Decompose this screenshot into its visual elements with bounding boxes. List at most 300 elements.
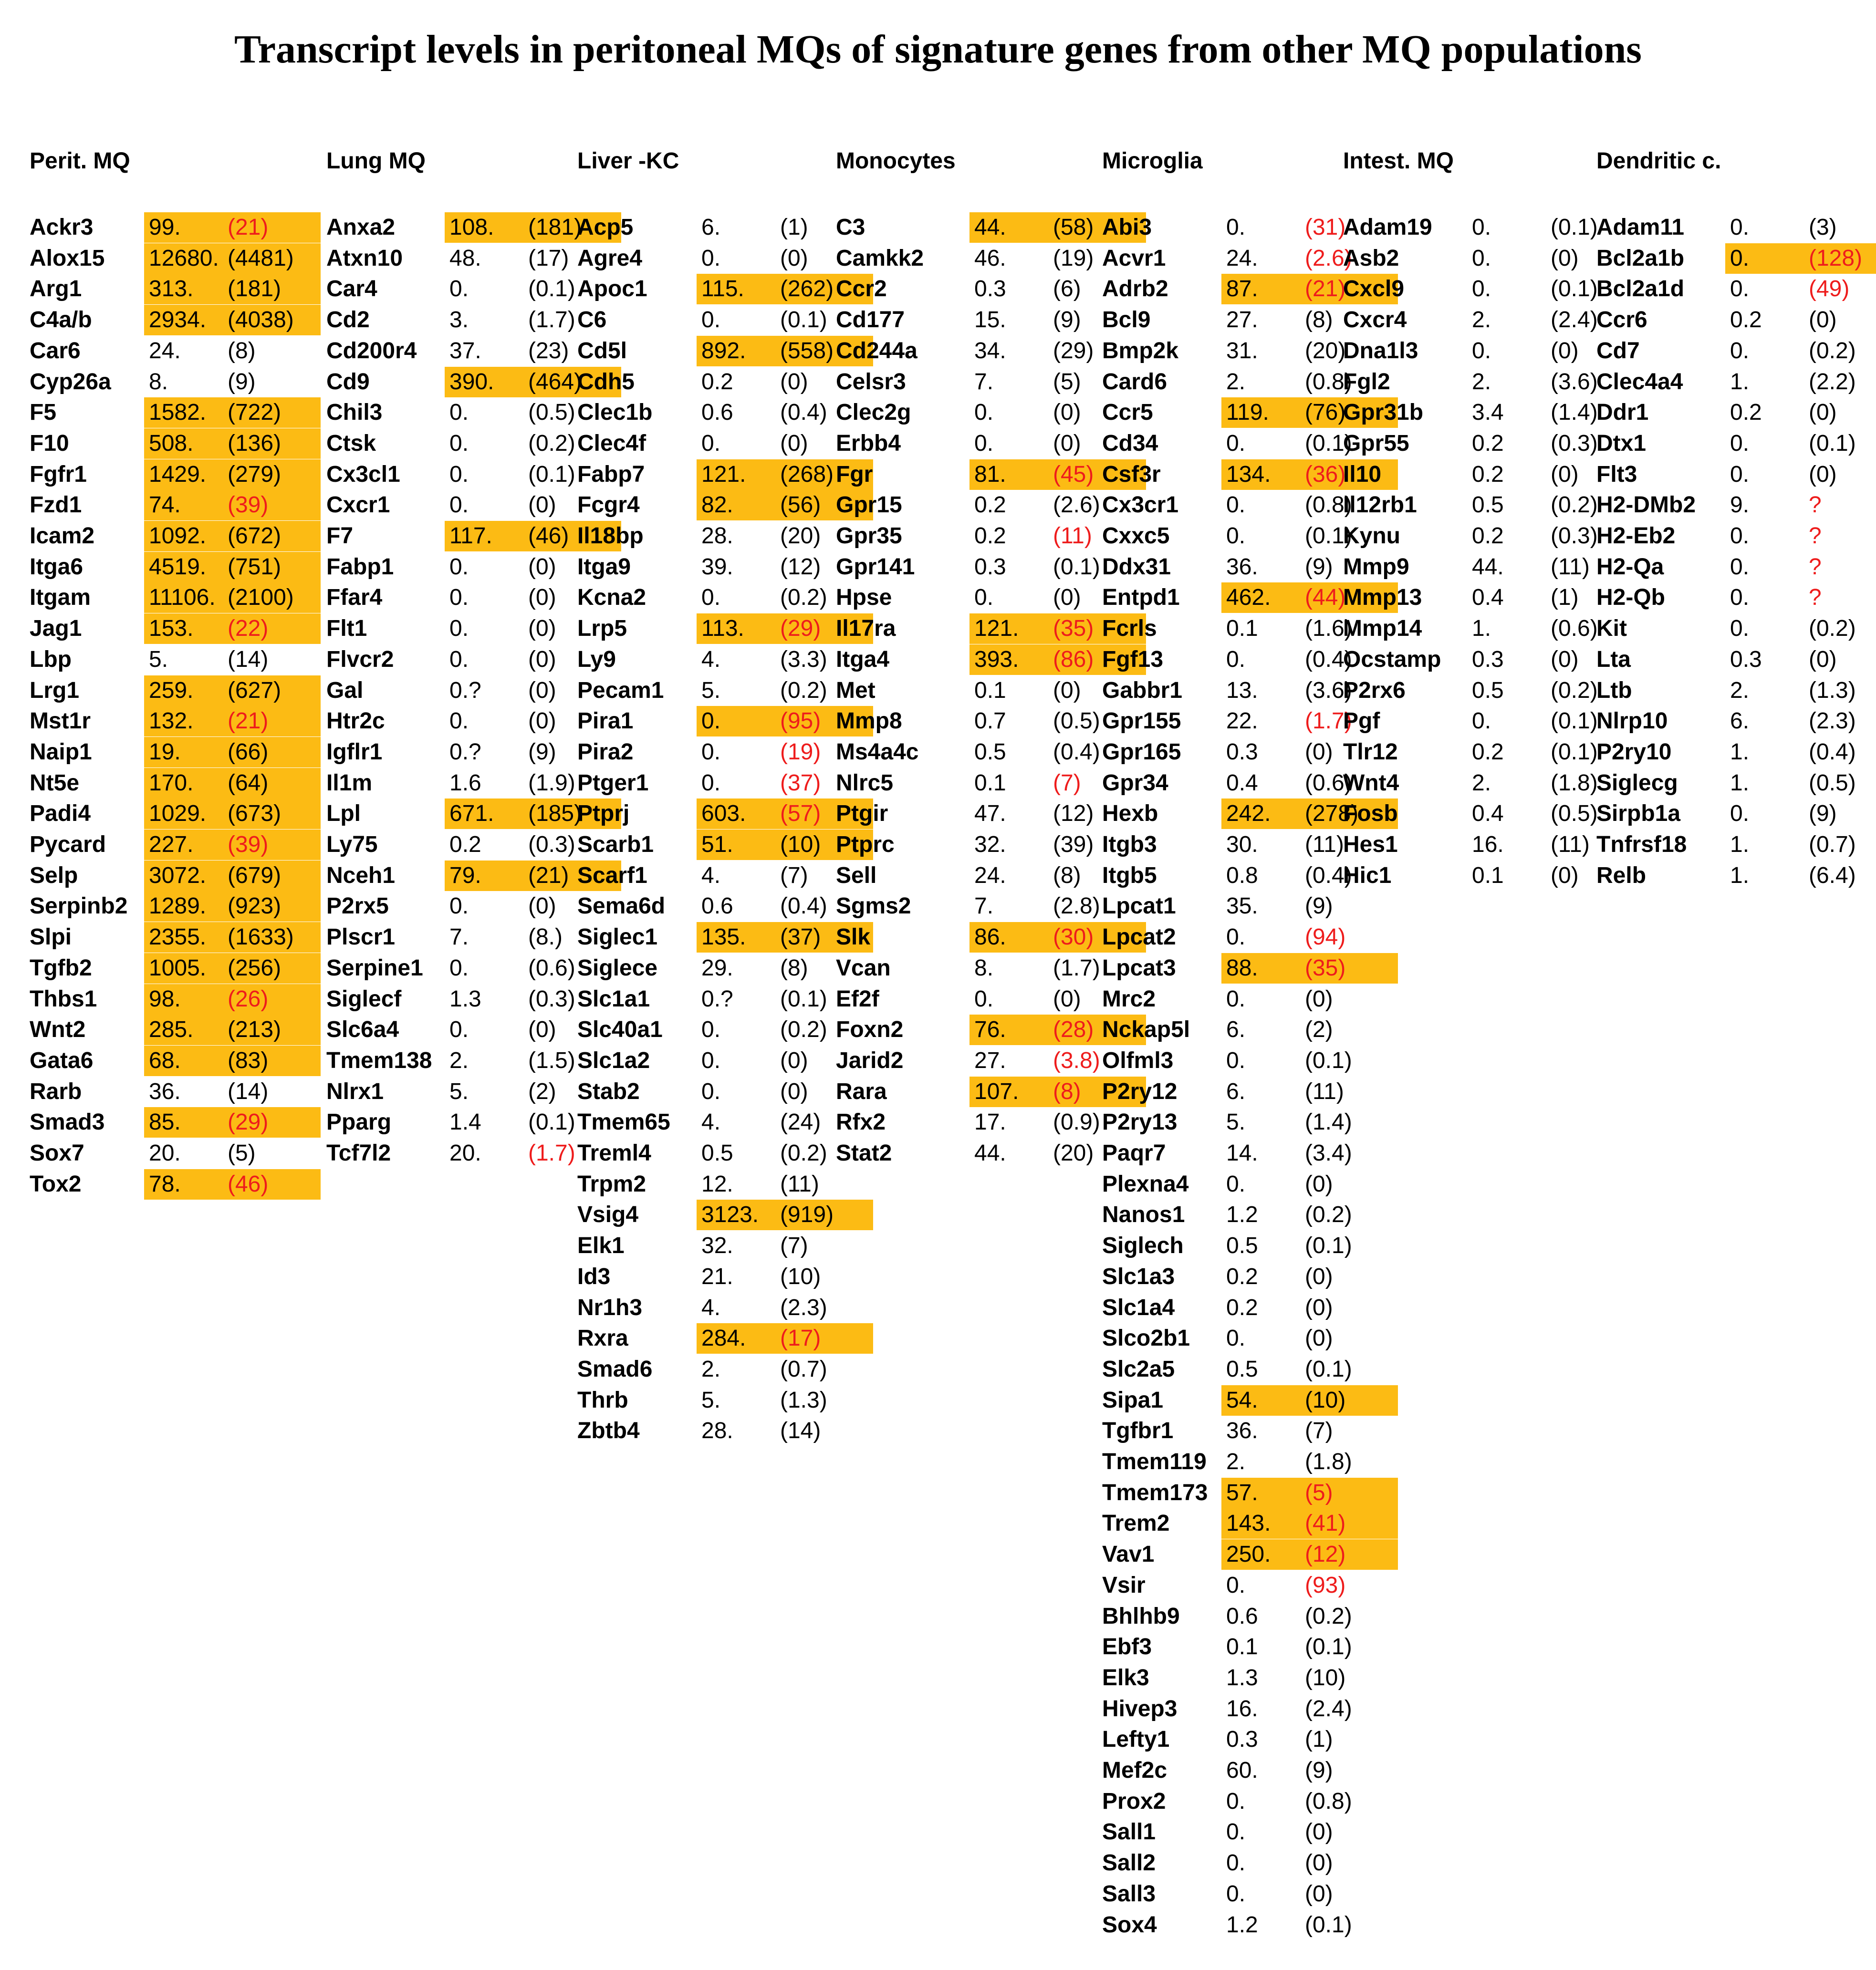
gene-name: Scarf1 <box>577 862 647 888</box>
gene-name: Tlr12 <box>1343 739 1398 765</box>
gene-name: Ltb <box>1596 677 1632 703</box>
reference-value: (919) <box>780 1202 834 1228</box>
level-value: 76. <box>974 1017 1006 1043</box>
reference-value: (86) <box>1053 646 1094 672</box>
reference-value: (0.6) <box>528 955 575 981</box>
gene-name: Lpl <box>326 801 361 827</box>
reference-value: (14) <box>228 646 269 672</box>
reference-value: (128) <box>1809 245 1863 271</box>
gene-name: Prox2 <box>1102 1788 1166 1814</box>
value-cell <box>1725 367 1876 397</box>
gene-name: Mmp9 <box>1343 554 1409 580</box>
reference-value: (2.4) <box>1305 1696 1352 1721</box>
level-value: 22. <box>1226 708 1258 734</box>
reference-value: (0) <box>528 708 556 734</box>
highlighted-value-cell <box>144 552 321 582</box>
level-value: 0.6 <box>701 893 733 919</box>
reference-value: (0.6) <box>1551 616 1598 642</box>
reference-value: (0) <box>1053 677 1081 703</box>
reference-value: (0.1) <box>528 276 575 302</box>
gene-name: Trem2 <box>1102 1511 1170 1536</box>
reference-value: (2) <box>1305 1017 1333 1043</box>
reference-value: (0.1) <box>1305 430 1352 456</box>
reference-value: (3.6) <box>1305 677 1352 703</box>
reference-value: (0) <box>1809 307 1837 333</box>
reference-value: (10) <box>1305 1665 1346 1690</box>
reference-value: (2.2) <box>1809 369 1856 394</box>
level-value: 0. <box>449 616 469 642</box>
level-value: 0. <box>449 893 469 919</box>
gene-name: Serpine1 <box>326 955 423 981</box>
level-value: 44. <box>974 1141 1006 1166</box>
reference-value: (0) <box>1305 739 1333 765</box>
column-header: Microglia <box>1102 148 1203 174</box>
gene-name: Clec4a4 <box>1596 369 1683 394</box>
reference-value: (10) <box>780 832 821 857</box>
gene-name: Paqr7 <box>1102 1141 1166 1166</box>
gene-name: Mrc2 <box>1102 986 1156 1012</box>
reference-value: (37) <box>780 770 821 796</box>
reference-value: (7) <box>780 1233 808 1259</box>
level-value: 0.4 <box>1472 801 1504 827</box>
level-value: 68. <box>149 1047 181 1073</box>
level-value: 1.4 <box>449 1109 481 1135</box>
level-value: 4. <box>701 646 721 672</box>
gene-name: Gpr35 <box>836 523 902 549</box>
reference-value: (136) <box>228 430 281 456</box>
level-value: 0. <box>449 646 469 672</box>
highlighted-value-cell <box>144 212 321 243</box>
level-value: 0.2 <box>701 369 733 394</box>
reference-value: (1633) <box>228 924 294 950</box>
reference-value: (0.1) <box>1305 523 1352 549</box>
reference-value: (46) <box>528 523 569 549</box>
gene-name: Gpr15 <box>836 492 902 518</box>
reference-value: (24) <box>780 1109 821 1135</box>
level-value: 0.2 <box>449 832 481 857</box>
level-value: 0. <box>701 708 721 734</box>
reference-value: (6) <box>1053 276 1081 302</box>
reference-value: (1) <box>1305 1727 1333 1752</box>
level-value: 0.? <box>449 739 481 765</box>
value-cell <box>1221 1200 1398 1230</box>
gene-name: Arg1 <box>30 276 82 302</box>
reference-value: (0) <box>1305 1295 1333 1320</box>
level-value: 1.6 <box>449 770 481 796</box>
value-cell <box>697 1293 873 1323</box>
gene-name: Ptprc <box>836 832 895 857</box>
level-value: 284. <box>701 1326 746 1351</box>
level-value: 2. <box>1472 307 1491 333</box>
level-value: 2. <box>1730 677 1750 703</box>
value-cell <box>697 1231 873 1261</box>
gene-name: Fgr <box>836 461 873 487</box>
level-value: 7. <box>974 369 994 394</box>
level-value: 1.3 <box>449 986 481 1012</box>
level-value: 0. <box>974 430 994 456</box>
gene-name: Agre4 <box>577 245 643 271</box>
reference-value: (0.4) <box>780 893 827 919</box>
value-cell <box>1221 1416 1398 1446</box>
reference-value: ? <box>1809 492 1822 518</box>
reference-value: (2.6) <box>1053 492 1100 518</box>
level-value: 0. <box>1226 986 1246 1012</box>
highlighted-value-cell <box>144 798 321 829</box>
gene-name: Htr2c <box>326 708 385 734</box>
gene-name: Itgb5 <box>1102 862 1157 888</box>
level-value: 3. <box>449 307 469 333</box>
gene-name: P2rx5 <box>326 893 389 919</box>
level-value: 1. <box>1730 739 1750 765</box>
value-cell <box>1725 582 1876 613</box>
value-cell <box>1221 1724 1398 1755</box>
reference-value: (558) <box>780 338 834 363</box>
reference-value: (0.5) <box>1053 708 1100 734</box>
reference-value: (1.7) <box>1053 955 1100 981</box>
level-value: 1.2 <box>1226 1202 1258 1228</box>
reference-value: (0.1) <box>1551 708 1598 734</box>
gene-name: Tmem119 <box>1102 1449 1207 1474</box>
gene-name: Mmp14 <box>1343 616 1422 642</box>
level-value: 44. <box>1472 554 1504 580</box>
gene-name: P2ry10 <box>1596 739 1672 765</box>
gene-name: Siglecf <box>326 986 402 1012</box>
value-cell <box>1221 1817 1398 1847</box>
reference-value: (0) <box>780 1047 808 1073</box>
gene-name: Il17ra <box>836 616 896 642</box>
reference-value: (23) <box>528 338 569 363</box>
level-value: 1.3 <box>1226 1665 1258 1690</box>
reference-value: (0.5) <box>1809 770 1856 796</box>
level-value: 462. <box>1226 585 1271 611</box>
level-value: 0. <box>449 554 469 580</box>
gene-name: Pgf <box>1343 708 1380 734</box>
gene-name: Tmem173 <box>1102 1480 1208 1505</box>
level-value: 3123. <box>701 1202 759 1228</box>
gene-name: Wnt4 <box>1343 770 1399 796</box>
gene-name: Slc1a3 <box>1102 1264 1175 1289</box>
level-value: 24. <box>1226 245 1258 271</box>
gene-name: Rarb <box>30 1078 82 1104</box>
value-cell <box>1725 336 1876 366</box>
value-cell <box>1725 459 1876 490</box>
reference-value: (12) <box>1053 801 1094 827</box>
value-cell <box>1221 1293 1398 1323</box>
gene-name: Vsig4 <box>577 1202 639 1228</box>
value-cell <box>1221 1138 1398 1169</box>
reference-value: (0.1) <box>780 986 827 1012</box>
reference-value: (673) <box>228 801 281 827</box>
gene-name: Relb <box>1596 862 1647 888</box>
level-value: 0. <box>1226 924 1246 950</box>
level-value: 37. <box>449 338 481 363</box>
gene-name: Nr1h3 <box>577 1295 643 1320</box>
value-cell <box>1725 428 1876 459</box>
reference-value: (5) <box>228 1141 256 1166</box>
gene-name: Cx3cr1 <box>1102 492 1179 518</box>
reference-value: (0.1) <box>528 1109 575 1135</box>
gene-name: Kit <box>1596 616 1627 642</box>
highlighted-value-cell <box>144 613 321 644</box>
value-cell <box>144 367 321 397</box>
value-cell <box>144 644 321 675</box>
level-value: 0. <box>1226 1850 1246 1876</box>
gene-name: Bhlhb9 <box>1102 1603 1180 1629</box>
highlighted-value-cell <box>144 861 321 891</box>
reference-value: (0) <box>528 677 556 703</box>
value-cell <box>1221 1447 1398 1477</box>
reference-value: (0.1) <box>1551 739 1598 765</box>
reference-value: (12) <box>1305 1542 1346 1567</box>
gene-name: Hexb <box>1102 801 1158 827</box>
level-value: 39. <box>701 554 733 580</box>
reference-value: (1.6) <box>1305 616 1352 642</box>
reference-value: (1.7) <box>1305 708 1352 734</box>
reference-value: (0) <box>1053 400 1081 425</box>
gene-name: H2-Eb2 <box>1596 523 1676 549</box>
value-cell <box>144 1138 321 1169</box>
gene-name: Rxra <box>577 1326 628 1351</box>
reference-value: (0) <box>528 646 556 672</box>
gene-name: Bcl9 <box>1102 307 1151 333</box>
reference-value: (679) <box>228 862 281 888</box>
gene-name: Sirpb1a <box>1596 801 1681 827</box>
reference-value: (0.3) <box>1551 523 1598 549</box>
reference-value: (1.4) <box>1305 1109 1352 1135</box>
reference-value: (39) <box>1053 832 1094 857</box>
level-value: 8. <box>149 369 168 394</box>
gene-name: Cyp26a <box>30 369 111 394</box>
gene-name: Il12rb1 <box>1343 492 1417 518</box>
gene-name: Ackr3 <box>30 215 94 240</box>
gene-name: Car4 <box>326 276 377 302</box>
level-value: 2. <box>1472 770 1491 796</box>
gene-name: Lbp <box>30 646 72 672</box>
level-value: 0. <box>1730 430 1750 456</box>
gene-name: C3 <box>836 215 865 240</box>
level-value: 0. <box>1472 276 1491 302</box>
gene-name: Nceh1 <box>326 862 396 888</box>
gene-name: Fzd1 <box>30 492 82 518</box>
gene-name: Igflr1 <box>326 739 383 765</box>
reference-value: (0) <box>780 430 808 456</box>
level-value: 3072. <box>149 862 207 888</box>
gene-name: Smad3 <box>30 1109 105 1135</box>
reference-value: (0.1) <box>1809 430 1856 456</box>
level-value: 1.2 <box>1226 1912 1258 1938</box>
level-value: 24. <box>974 862 1006 888</box>
reference-value: (44) <box>1305 585 1346 611</box>
reference-value: (0) <box>780 1078 808 1104</box>
level-value: 79. <box>449 862 481 888</box>
gene-name: Fgfr1 <box>30 461 87 487</box>
level-value: 29. <box>701 955 733 981</box>
gene-name: Lrg1 <box>30 677 80 703</box>
reference-value: (11) <box>1551 832 1590 857</box>
reference-value: (0.1) <box>1053 554 1100 580</box>
gene-name: Flt3 <box>1596 461 1637 487</box>
reference-value: (0) <box>1305 1881 1333 1907</box>
reference-value: (19) <box>1053 245 1094 271</box>
reference-value: (0.7) <box>780 1356 827 1382</box>
gene-name: Mst1r <box>30 708 91 734</box>
reference-value: (2.6) <box>1305 245 1352 271</box>
gene-name: Lpcat2 <box>1102 924 1176 950</box>
reference-value: (0) <box>1053 430 1081 456</box>
reference-value: (0.2) <box>1305 1202 1352 1228</box>
gene-name: Dna1l3 <box>1343 338 1418 363</box>
reference-value: (19) <box>780 739 821 765</box>
reference-value: (1) <box>780 215 808 240</box>
gene-name: Icam2 <box>30 523 95 549</box>
level-value: 121. <box>701 461 746 487</box>
level-value: 1289. <box>149 893 207 919</box>
level-value: 19. <box>149 739 181 765</box>
gene-name: Il10 <box>1343 461 1382 487</box>
level-value: 0. <box>1730 461 1750 487</box>
reference-value: (7) <box>1305 1418 1333 1444</box>
gene-name: Thbs1 <box>30 986 97 1012</box>
level-value: 0.4 <box>1472 585 1504 611</box>
gene-name: Nlrx1 <box>326 1078 384 1104</box>
reference-value: (0.2) <box>1551 677 1598 703</box>
reference-value: (2.3) <box>780 1295 827 1320</box>
highlighted-value-cell <box>144 1107 321 1138</box>
level-value: 0.1 <box>974 770 1006 796</box>
gene-name: Gpr165 <box>1102 739 1181 765</box>
gene-name: Ccr5 <box>1102 400 1153 425</box>
level-value: 1. <box>1730 369 1750 394</box>
reference-value: (26) <box>228 986 269 1012</box>
level-value: 0. <box>701 245 721 271</box>
level-value: 0.6 <box>701 400 733 425</box>
reference-value: (21) <box>528 862 569 888</box>
reference-value: (0.1) <box>1551 276 1598 302</box>
reference-value: (0) <box>528 616 556 642</box>
level-value: 0. <box>701 585 721 611</box>
gene-name: Mmp13 <box>1343 585 1422 611</box>
gene-name: Pira1 <box>577 708 634 734</box>
level-value: 0. <box>1730 801 1750 827</box>
level-value: 0.3 <box>1730 646 1762 672</box>
gene-name: Ptger1 <box>577 770 649 796</box>
reference-value: (0.8) <box>1305 369 1352 394</box>
gene-name: Cdh5 <box>577 369 635 394</box>
gene-name: Cd9 <box>326 369 370 394</box>
level-value: 0.3 <box>974 276 1006 302</box>
reference-value: (0.6) <box>1305 770 1352 796</box>
reference-value: (0.1) <box>1305 1356 1352 1382</box>
level-value: 57. <box>1226 1480 1258 1505</box>
level-value: 98. <box>149 986 181 1012</box>
reference-value: (20) <box>1053 1141 1094 1166</box>
reference-value: ? <box>1809 554 1822 580</box>
gene-name: Fosb <box>1343 801 1398 827</box>
level-value: 227. <box>149 832 194 857</box>
level-value: 24. <box>149 338 181 363</box>
level-value: 99. <box>149 215 181 240</box>
column-header: Monocytes <box>836 148 956 174</box>
reference-value: (0.1) <box>1305 1912 1352 1938</box>
reference-value: (17) <box>528 245 569 271</box>
reference-value: (0) <box>780 369 808 394</box>
reference-value: (0.2) <box>780 585 827 611</box>
level-value: 87. <box>1226 276 1258 302</box>
gene-name: Ctsk <box>326 430 376 456</box>
highlighted-value-cell <box>144 397 321 428</box>
reference-value: (1.5) <box>528 1047 575 1073</box>
highlighted-value-cell <box>144 1046 321 1076</box>
value-cell <box>1221 1015 1398 1045</box>
level-value: 2. <box>701 1356 721 1382</box>
level-value: 0. <box>701 1017 721 1043</box>
level-value: 0. <box>974 585 994 611</box>
gene-name: Hic1 <box>1343 862 1392 888</box>
gene-name: F10 <box>30 430 69 456</box>
level-value: 1029. <box>149 801 207 827</box>
value-cell <box>1221 1601 1398 1632</box>
reference-value: (185) <box>528 801 582 827</box>
level-value: 48. <box>449 245 481 271</box>
reference-value: (0.1) <box>1305 1233 1352 1259</box>
gene-name: Bcl2a1b <box>1596 245 1685 271</box>
highlighted-value-cell <box>144 582 321 613</box>
level-value: 0.2 <box>1472 523 1504 549</box>
gene-name: Erbb4 <box>836 430 901 456</box>
gene-name: Siglech <box>1102 1233 1184 1259</box>
gene-name: C4a/b <box>30 307 92 333</box>
level-value: 0.6 <box>1226 1603 1258 1629</box>
reference-value: (0.5) <box>1551 801 1598 827</box>
level-value: 0. <box>1730 245 1750 271</box>
reference-value: (0) <box>528 554 556 580</box>
reference-value: (0.7) <box>1809 832 1856 857</box>
level-value: 7. <box>449 924 469 950</box>
level-value: 4. <box>701 1109 721 1135</box>
value-cell <box>1725 521 1876 551</box>
highlighted-value-cell <box>144 768 321 798</box>
level-value: 313. <box>149 276 194 302</box>
level-value: 0. <box>1226 1819 1246 1845</box>
level-value: 0.5 <box>1226 1356 1258 1382</box>
reference-value: (39) <box>228 832 269 857</box>
reference-value: (1.9) <box>528 770 575 796</box>
reference-value: (8) <box>1053 862 1081 888</box>
gene-name: Slc1a4 <box>1102 1295 1175 1320</box>
gene-name: Apoc1 <box>577 276 647 302</box>
gene-name: Slc6a4 <box>326 1017 399 1043</box>
gene-name: Plscr1 <box>326 924 396 950</box>
reference-value: (0) <box>528 1017 556 1043</box>
gene-name: Serpinb2 <box>30 893 128 919</box>
gene-name: Hes1 <box>1343 832 1398 857</box>
level-value: 0. <box>1730 338 1750 363</box>
level-value: 119. <box>1226 400 1269 425</box>
level-value: 1. <box>1472 616 1491 642</box>
gene-name: Hivep3 <box>1102 1696 1178 1721</box>
reference-value: (0) <box>1305 986 1333 1012</box>
reference-value: (0.1) <box>1551 215 1598 240</box>
highlighted-value-cell <box>144 1169 321 1200</box>
gene-name: Gabbr1 <box>1102 677 1183 703</box>
gene-name: Id3 <box>577 1264 611 1289</box>
level-value: 0. <box>1226 1171 1246 1197</box>
gene-name: Car6 <box>30 338 81 363</box>
gene-name: Cd34 <box>1102 430 1158 456</box>
level-value: 0. <box>449 276 469 302</box>
highlighted-value-cell <box>144 243 321 274</box>
gene-name: Il18bp <box>577 523 644 549</box>
